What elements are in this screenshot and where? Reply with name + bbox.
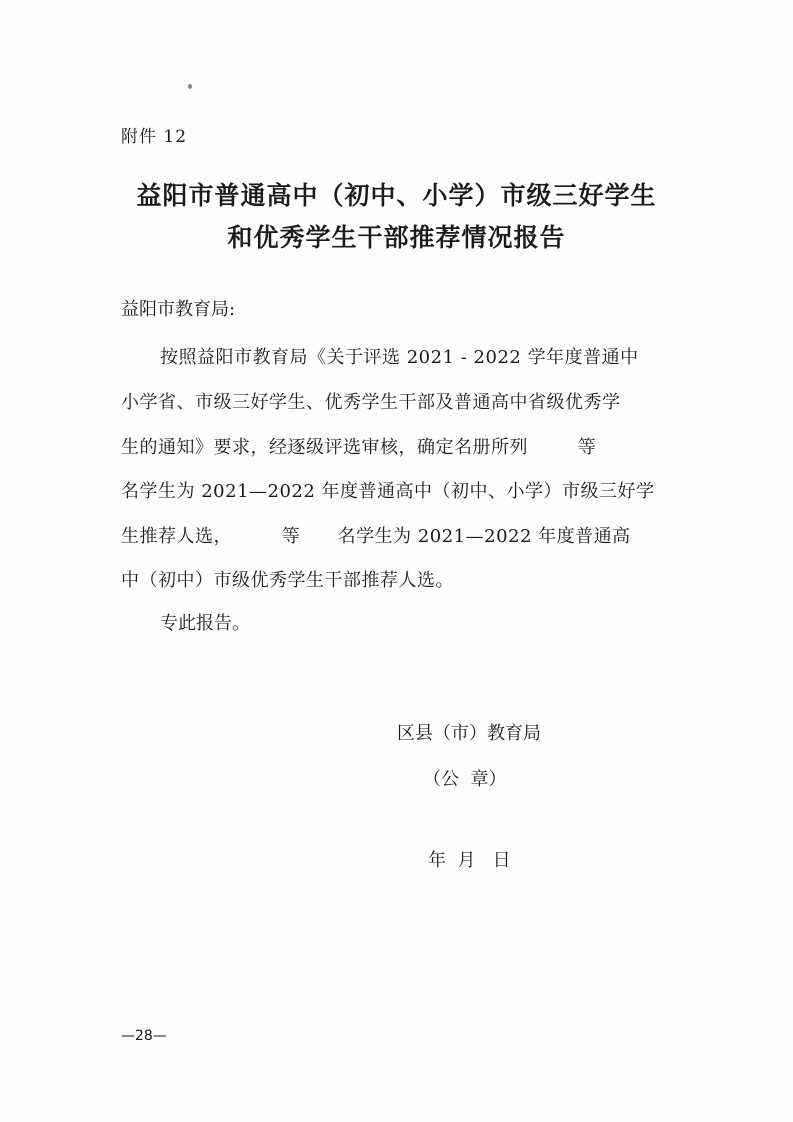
body-line: 小学省、市级三好学生、优秀学生干部及普通高中省级优秀学: [121, 392, 621, 413]
body-line: 按照益阳市教育局《关于评选 2021 - 2022 学年度普通中: [160, 347, 639, 368]
signature-date: 年 月 日: [428, 850, 511, 871]
body-line: 生的通知》要求，经逐级评选审核，确定名册所列 等: [121, 437, 597, 458]
body-line: 中（初中）市级优秀学生干部推荐人选。: [121, 570, 454, 591]
addressee: 益阳市教育局:: [121, 299, 236, 320]
body-line: 名学生为 2021—2022 年度普通高中（初中、小学）市级三好学: [121, 481, 655, 502]
signature-organization: 区县（市）教育局: [397, 723, 541, 744]
page-number: —28—: [121, 1028, 167, 1044]
document-title-line-1: 益阳市普通高中（初中、小学）市级三好学生: [136, 181, 657, 210]
closing-remark: 专此报告。: [160, 613, 250, 634]
attachment-label: 附件 12: [121, 127, 188, 147]
body-line: 生推荐人选， 等 名学生为 2021—2022 年度普通高: [121, 526, 631, 547]
document-title-line-2: 和优秀学生干部推荐情况报告: [227, 223, 566, 252]
scan-speck: [188, 84, 192, 89]
signature-seal: （公 章）: [423, 769, 507, 790]
